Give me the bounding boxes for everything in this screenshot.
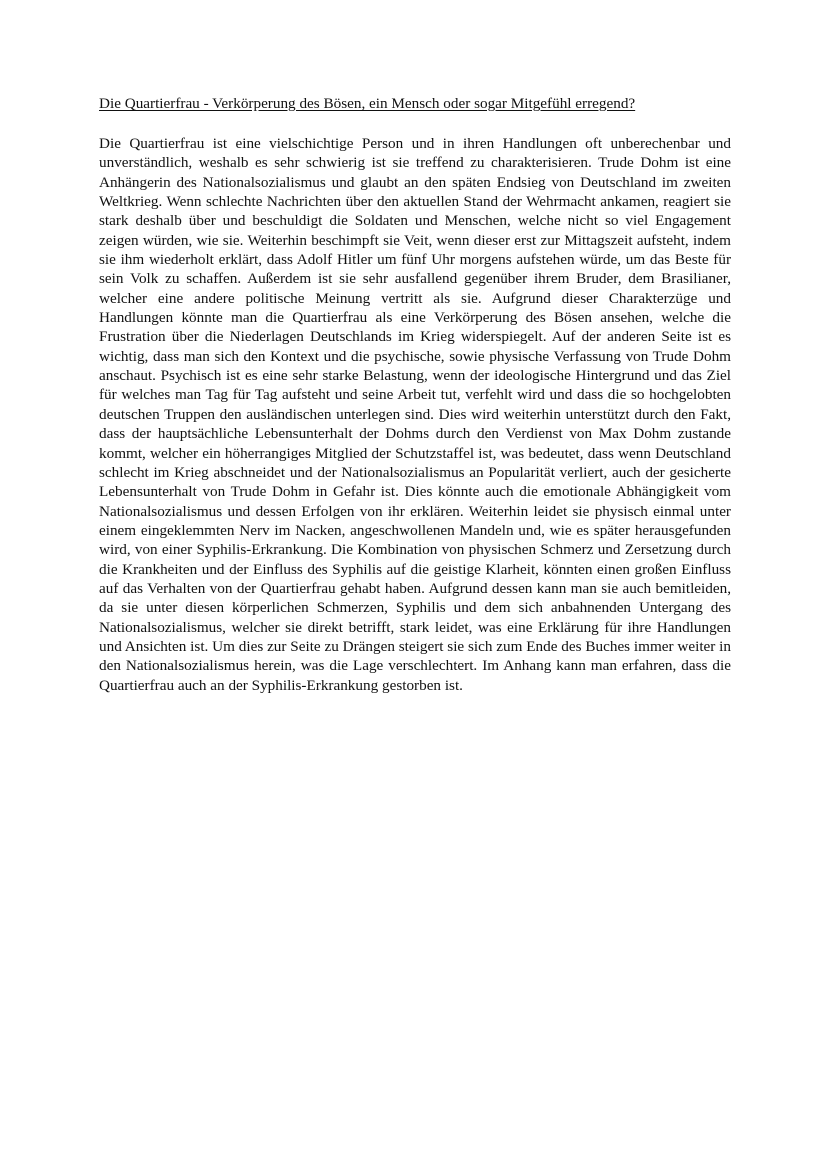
document-content <box>99 94 731 695</box>
document-title: Die Quartierfrau - Verkörperung des Bösen, ein Mensch oder sogar Mitgefühl erregend? <box>99 95 636 112</box>
document-body-paragraph: Die Quartierfrau ist eine vielschichtige Person und in ihren Handlungen oft unberechenbar und unverständlich, weshalb es sehr schwierig ist sie treffend zu charakterisieren. Trude Dohm ist eine Anhängerin des Nationalsozialismus und glaubt an den späten Endsieg von Deutschland im zweiten Weltkrieg. Wenn schlechte Nachrichten über den aktuellen Stand der Wehrmacht ankamen, reagiert sie stark deshalb über und beschuldigt die Soldaten und Menschen, welche nicht so viel Engagement zeigen würden, wie sie. Weiterhin beschimpft sie Veit, wenn dieser erst zur Mittagszeit aufsteht, indem sie ihm wiederholt erklärt, dass Adolf Hitler um fünf Uhr morgens aufstehen würde, um das Beste für sein Volk zu schaffen. Außerdem ist sie sehr ausfallend gegenüber ihrem Bruder, dem Brasilianer, welcher eine andere politische Meinung vertritt als sie. Aufgrund dieser Charakterzüge und Handlungen könnte man die Quartierfrau als eine Verkörperung des Bösen ansehen, welche die Frustration über die Niederlagen Deutschlands im Krieg widerspiegelt. Auf der anderen Seite ist es wichtig, dass man sich den Kontext und die psychische, sowie physische Verfassung von Trude Dohm anschaut. Psychisch ist es eine sehr starke Belastung, wenn der ideologische Hintergrund und das Ziel für welches man Tag für Tag aufsteht und seine Arbeit tut, verfehlt wird und dass die so hochgelobten deutschen Truppen den ausländischen unterlegen sind. Dies wird weiterhin unterstützt durch den Fakt, dass der hauptsächliche Lebensunterhalt der Dohms durch den Verdienst von Max Dohm zustande kommt, welcher ein höherrangiges Mitglied der Schutzstaffel ist, was bedeutet, dass wenn Deutschland schlecht im Krieg abschneidet und der Nationalsozialismus an Popularität verliert, auch der gesicherte Lebensunterhalt von Trude Dohm in Gefahr ist. Dies könnte auch die emotionale Abhängigkeit vom Nationalsozialismus und dessen Erfolgen von ihr erklären. Weiterhin leidet sie physisch einmal unter einem eingeklemmten Nerv im Nacken, angeschwollenen Mandeln und, wie es später herausgefunden wird, von einer Syphilis-Erkrankung. Die Kombination von physischen Schmerz und Zersetzung durch die Krankheiten und der Einfluss des Syphilis auf die geistige Klarheit, könnten einen großen Einfluss auf das Verhalten von der Quartierfrau gehabt haben. Aufgrund dessen kann man sie auch bemitleiden, da sie unter diesen körperlichen Schmerzen, Syphilis und dem sich anbahnenden Untergang des Nationalsozialismus, welcher sie direkt betrifft, stark leidet, was eine Erklärung für ihre Handlungen und Ansichten ist. Um dies zur Seite zu Drängen steigert sie sich zum Ende des Buches immer weiter in den Nationalsozialismus herein, was die Lage verschlechtert. Im Anhang kann man erfahren, dass die Quartierfrau auch an der Syphilis-Erkrankung gestorben ist. <box>99 135 731 694</box>
